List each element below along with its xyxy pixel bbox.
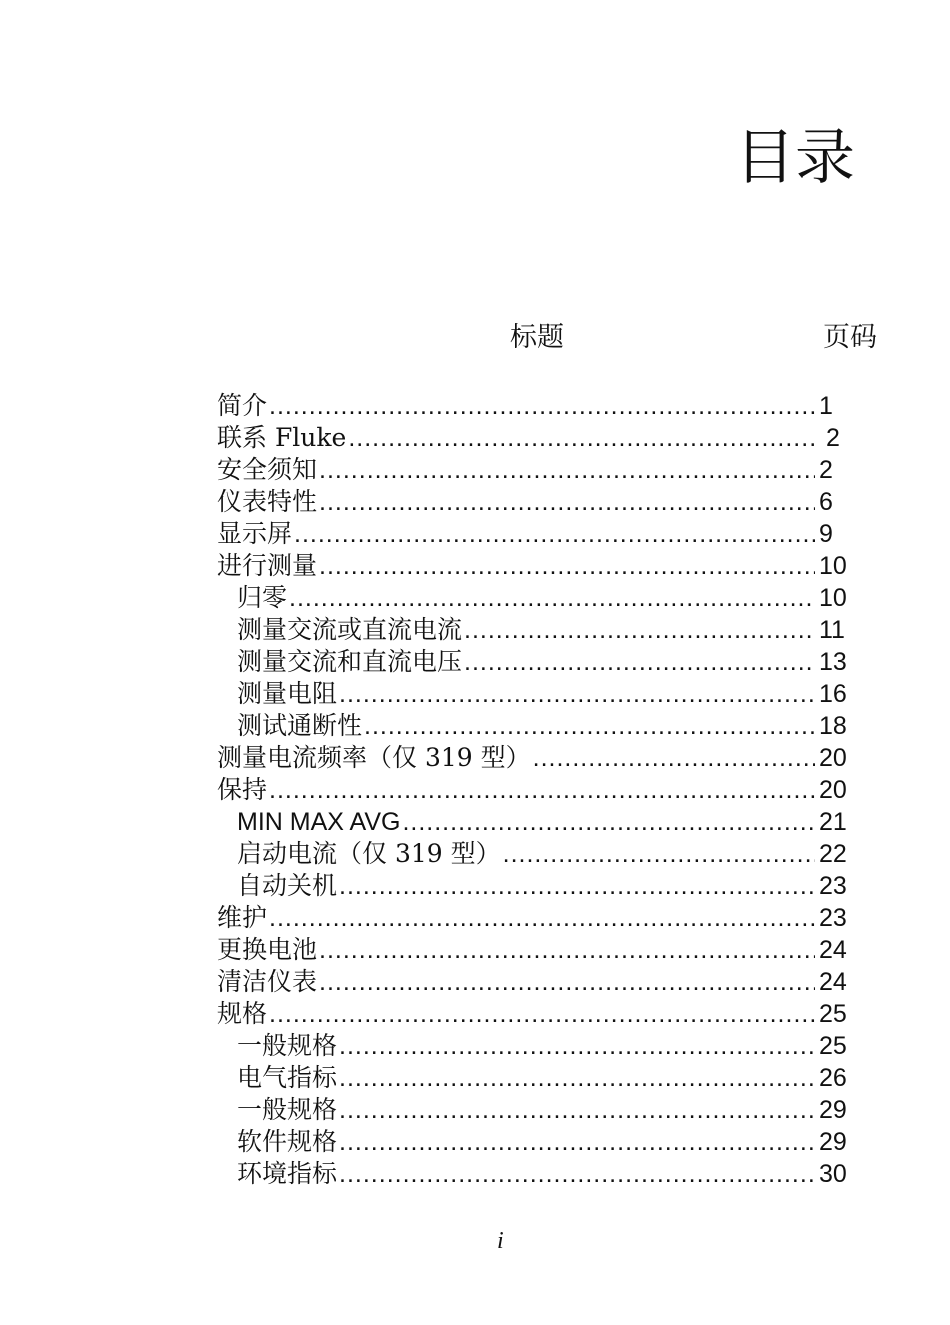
toc-entry-page: 25: [819, 1032, 847, 1060]
toc-entry-label: 测量电阻: [237, 679, 338, 708]
toc-entry-label: 启动电流（仅 319 型）: [237, 839, 501, 868]
toc-entry[interactable]: [217, 1126, 857, 1158]
toc-entry[interactable]: [217, 390, 857, 422]
toc-entry-page: 25: [819, 1000, 847, 1028]
toc-entry-page: 30: [819, 1160, 847, 1188]
table-of-contents: [217, 390, 857, 1190]
toc-leader-dots: [339, 1158, 815, 1190]
toc-entry[interactable]: [217, 486, 857, 518]
toc-entry-page: 26: [819, 1064, 847, 1092]
toc-leader-dots: [339, 1126, 815, 1158]
toc-entry[interactable]: [217, 422, 857, 454]
toc-entry-label: 环境指标: [237, 1159, 338, 1188]
toc-entry[interactable]: [217, 1158, 857, 1190]
column-header-page: 页码: [823, 322, 877, 353]
toc-leader-dots: [319, 550, 815, 582]
toc-leader-dots: [464, 646, 815, 678]
toc-entry[interactable]: [217, 710, 857, 742]
toc-entry-label: 一般规格: [237, 1095, 338, 1124]
toc-entry[interactable]: [217, 774, 857, 806]
toc-leader-dots: [269, 390, 815, 422]
toc-entry-page: 21: [819, 808, 847, 836]
toc-entry[interactable]: [217, 934, 857, 966]
toc-entry[interactable]: [217, 614, 857, 646]
toc-entry[interactable]: [217, 646, 857, 678]
toc-entry-label: 规格: [217, 999, 268, 1028]
toc-entry-label: 电气指标: [237, 1063, 338, 1092]
toc-entry[interactable]: [217, 518, 857, 550]
toc-leader-dots: [402, 806, 815, 838]
toc-entry[interactable]: [217, 1062, 857, 1094]
page-title: 目录: [735, 123, 855, 193]
toc-entry[interactable]: [217, 678, 857, 710]
toc-entry[interactable]: [217, 582, 857, 614]
toc-leader-dots: [339, 1030, 815, 1062]
toc-entry-page: 20: [819, 744, 847, 772]
toc-leader-dots: [339, 1094, 815, 1126]
toc-entry-label: 维护: [217, 903, 268, 932]
toc-entry-page: 23: [819, 872, 847, 900]
toc-entry[interactable]: [217, 966, 857, 998]
toc-entry-label: 更换电池: [217, 935, 318, 964]
toc-leader-dots: [339, 678, 815, 710]
toc-entry-label: 测量交流或直流电流: [237, 615, 463, 644]
toc-entry-label: 仪表特性: [217, 487, 318, 516]
toc-entry-label: 清洁仪表: [217, 967, 318, 996]
toc-entry-label: 安全须知: [217, 455, 318, 484]
toc-entry-page: 2: [819, 456, 833, 484]
column-header-title: 标题: [510, 322, 564, 353]
toc-entry-page: 2: [819, 424, 840, 452]
toc-leader-dots: [319, 454, 815, 486]
toc-entry-page: 20: [819, 776, 847, 804]
toc-entry-label: 测量交流和直流电压: [237, 647, 463, 676]
toc-entry-label: 简介: [217, 391, 268, 420]
toc-leader-dots: [533, 742, 815, 774]
toc-entry-page: 10: [819, 584, 847, 612]
toc-entry-label: 测试通断性: [237, 711, 363, 740]
toc-entry[interactable]: [217, 870, 857, 902]
toc-entry-page: 13: [819, 648, 847, 676]
toc-entry-label: 自动关机: [237, 871, 338, 900]
toc-entry-label: 软件规格: [237, 1127, 338, 1156]
toc-entry-label: MIN MAX AVG: [237, 808, 401, 836]
toc-entry[interactable]: [217, 902, 857, 934]
toc-entry[interactable]: [217, 806, 857, 838]
toc-entry[interactable]: [217, 998, 857, 1030]
toc-leader-dots: [269, 902, 815, 934]
toc-entry-page: 11: [819, 616, 845, 644]
toc-leader-dots: [269, 998, 815, 1030]
toc-entry-label: 显示屏: [217, 519, 293, 548]
toc-entry-label: 一般规格: [237, 1031, 338, 1060]
toc-entry-page: 9: [819, 520, 833, 548]
toc-entry-page: 16: [819, 680, 847, 708]
toc-entry-page: 24: [819, 936, 847, 964]
toc-leader-dots: [348, 422, 815, 454]
toc-leader-dots: [319, 934, 815, 966]
toc-entry[interactable]: [217, 1030, 857, 1062]
footer-page-number: i: [497, 1228, 504, 1254]
toc-entry-page: 23: [819, 904, 847, 932]
toc-leader-dots: [464, 614, 815, 646]
toc-entry-label: 保持: [217, 775, 268, 804]
toc-entry[interactable]: [217, 742, 857, 774]
toc-entry-page: 29: [819, 1096, 847, 1124]
toc-leader-dots: [503, 838, 815, 870]
toc-entry-label: 联系 Fluke: [217, 423, 347, 452]
toc-entry-page: 29: [819, 1128, 847, 1156]
toc-entry-label: 进行测量: [217, 551, 318, 580]
toc-entry[interactable]: [217, 550, 857, 582]
toc-entry-label: 测量电流频率（仅 319 型）: [217, 743, 531, 772]
toc-entry-page: 22: [819, 840, 847, 868]
toc-entry[interactable]: [217, 454, 857, 486]
toc-leader-dots: [319, 486, 815, 518]
toc-entry-page: 24: [819, 968, 847, 996]
toc-leader-dots: [294, 518, 815, 550]
toc-entry[interactable]: [217, 838, 857, 870]
toc-entry-label: 归零: [237, 583, 288, 612]
toc-entry-page: 1: [819, 392, 833, 420]
toc-entry-page: 6: [819, 488, 833, 516]
toc-leader-dots: [339, 870, 815, 902]
toc-leader-dots: [269, 774, 815, 806]
toc-entry-page: 18: [819, 712, 847, 740]
toc-leader-dots: [289, 582, 815, 614]
toc-leader-dots: [364, 710, 815, 742]
toc-leader-dots: [319, 966, 815, 998]
toc-leader-dots: [339, 1062, 815, 1094]
toc-entry-page: 10: [819, 552, 847, 580]
toc-entry[interactable]: [217, 1094, 857, 1126]
